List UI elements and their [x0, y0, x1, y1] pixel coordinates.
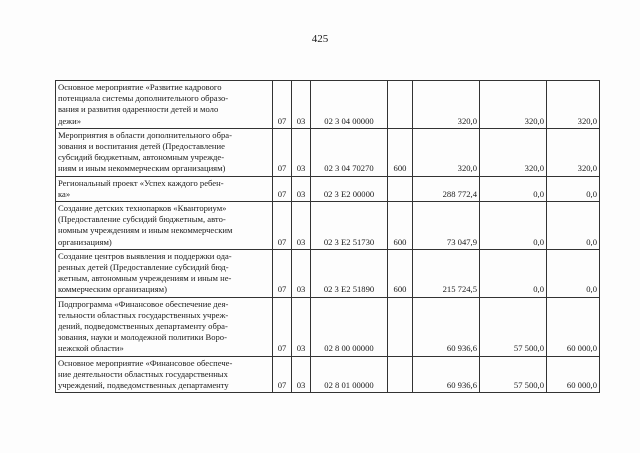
cell-rz: 07	[273, 176, 292, 201]
page-number: 425	[311, 33, 329, 45]
cell-v2: 0,0	[480, 176, 547, 201]
cell-v2: 57 500,0	[480, 356, 547, 393]
table-row	[56, 297, 600, 356]
row-name-line: ние деятельности областных государственных	[58, 368, 228, 379]
row-name-cell	[56, 81, 273, 129]
row-name-line: Создание детских технопарков «Кванториум»	[58, 203, 227, 214]
cell-v3: 0,0	[547, 176, 600, 201]
table-row	[56, 81, 600, 129]
cell-v3: 320,0	[547, 81, 600, 129]
cell-csr: 02 3 04 00000	[311, 81, 388, 129]
table-row	[56, 176, 600, 201]
cell-pr: 03	[292, 176, 311, 201]
cell-vr: 600	[388, 202, 413, 250]
row-name-cell	[56, 128, 273, 176]
cell-v1: 288 772,4	[413, 176, 480, 201]
cell-vr: 600	[388, 249, 413, 297]
cell-csr: 02 3 Е2 51890	[311, 249, 388, 297]
cell-v1: 73 047,9	[413, 202, 480, 250]
cell-v2: 320,0	[480, 81, 547, 129]
row-name-line: учреждений, подведомственных департаменту	[58, 380, 229, 391]
cell-v1: 215 724,5	[413, 249, 480, 297]
row-name-line: (Предоставление субсидий бюджетным, авто-	[58, 214, 226, 225]
row-name-line: Мероприятия в области дополнительного обра-	[58, 129, 232, 140]
cell-v2: 320,0	[480, 128, 547, 176]
cell-pr: 03	[292, 128, 311, 176]
cell-rz: 07	[273, 249, 292, 297]
cell-pr: 03	[292, 297, 311, 356]
row-name-line: зования и воспитания детей (Предоставление	[58, 141, 225, 152]
cell-v2: 0,0	[480, 202, 547, 250]
table-row	[56, 202, 600, 250]
row-name-line: нежской области»	[58, 343, 124, 354]
row-name-cell	[56, 249, 273, 297]
cell-vr	[388, 356, 413, 393]
budget-table	[55, 80, 600, 393]
cell-vr	[388, 176, 413, 201]
cell-vr: 600	[388, 128, 413, 176]
table-row	[56, 249, 600, 297]
row-name-line: зования, науки и молодежной политики Воро-	[58, 332, 227, 343]
cell-csr: 02 3 Е2 51730	[311, 202, 388, 250]
row-name-line: субсидий бюджетным, автономным учрежде-	[58, 152, 225, 163]
cell-pr: 03	[292, 202, 311, 250]
row-name-line: жетным, автономным учреждениям и иным не-	[58, 273, 232, 284]
cell-v2: 0,0	[480, 249, 547, 297]
row-name-line: Создание центров выявления и поддержки ода-	[58, 250, 232, 261]
cell-v3: 60 000,0	[547, 356, 600, 393]
cell-rz: 07	[273, 81, 292, 129]
row-name-line: коммерческим организациям)	[58, 284, 167, 295]
row-name-line: ниям и иным некоммерческим организациям)	[58, 163, 226, 174]
cell-csr: 02 8 00 00000	[311, 297, 388, 356]
row-name-line: потенциала системы дополнительного образо-	[58, 93, 229, 104]
cell-pr: 03	[292, 356, 311, 393]
row-name-line: ка»	[58, 188, 71, 199]
cell-v2: 57 500,0	[480, 297, 547, 356]
row-name-line: Основное мероприятие «Развитие кадрового	[58, 82, 222, 92]
table-row	[56, 128, 600, 176]
row-name-cell	[56, 202, 273, 250]
cell-pr: 03	[292, 81, 311, 129]
row-name-cell	[56, 297, 273, 356]
row-name-line: Основное мероприятие «Финансовое обеспече-	[58, 357, 233, 368]
cell-vr	[388, 81, 413, 129]
cell-rz: 07	[273, 356, 292, 393]
row-name-line: тельности областных государственных учреж-	[58, 309, 229, 320]
cell-v3: 0,0	[547, 202, 600, 250]
cell-vr	[388, 297, 413, 356]
row-name-line: организациям)	[58, 236, 112, 247]
cell-v1: 60 936,6	[413, 297, 480, 356]
cell-v3: 320,0	[547, 128, 600, 176]
cell-csr: 02 8 01 00000	[311, 356, 388, 393]
cell-v3: 60 000,0	[547, 297, 600, 356]
cell-v1: 320,0	[413, 81, 480, 129]
cell-csr: 02 3 Е2 00000	[311, 176, 388, 201]
cell-pr: 03	[292, 249, 311, 297]
row-name-cell	[56, 176, 273, 201]
table-row	[56, 356, 600, 393]
row-name-line: дений, подведомственных департаменту обра-	[58, 321, 228, 332]
row-name-cell	[56, 356, 273, 393]
row-name-line: дежи»	[58, 115, 82, 126]
row-name-line: Подпрограмма «Финансовое обеспечение дея-	[58, 298, 229, 309]
cell-rz: 07	[273, 297, 292, 356]
cell-v1: 60 936,6	[413, 356, 480, 393]
cell-rz: 07	[273, 128, 292, 176]
row-name-line: Региональный проект «Успех каждого ребен-	[58, 177, 224, 188]
row-name-line: номным учреждениям и иным некоммерческим	[58, 225, 233, 236]
row-name-line: вания и развития одаренности детей и моло	[58, 104, 219, 115]
cell-csr: 02 3 04 70270	[311, 128, 388, 176]
cell-v1: 320,0	[413, 128, 480, 176]
cell-v3: 0,0	[547, 249, 600, 297]
row-name-line: ренных детей (Предоставление субсидий бюд-	[58, 262, 229, 273]
cell-rz: 07	[273, 202, 292, 250]
